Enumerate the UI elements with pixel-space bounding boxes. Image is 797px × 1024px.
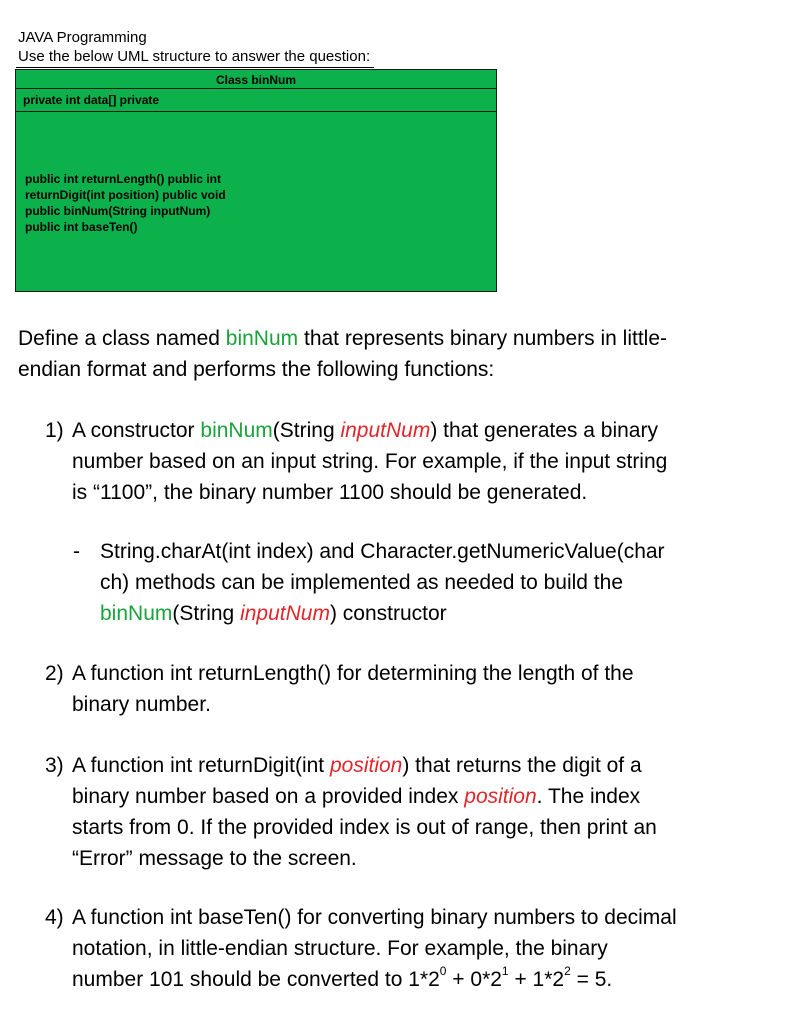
item-text: ) that generates a binary <box>430 419 658 442</box>
list-item-3 <box>45 750 657 874</box>
uml-method-line: public int baseTen() <box>25 220 138 234</box>
item-text: A constructor <box>72 419 201 442</box>
item-text: “Error” message to the screen. <box>72 847 357 870</box>
header-title: JAVA Programming <box>18 29 147 46</box>
bullet-dash: - <box>73 540 80 563</box>
item-text: + 0*2 <box>446 968 502 991</box>
item-text: (String <box>172 602 241 625</box>
item-text: (String <box>272 419 341 442</box>
uml-method-line: public int returnLength() public int <box>25 172 221 186</box>
uml-methods <box>15 112 497 292</box>
intro-text: endian format and performs the following functions: <box>18 358 495 381</box>
item-text: . The index <box>536 785 641 808</box>
item-text: binary number based on a provided index <box>72 785 465 808</box>
exponent: 0 <box>439 964 447 978</box>
class-name-highlight: binNum <box>200 419 273 442</box>
item-text: ) that returns the digit of a <box>402 754 642 777</box>
list-number: 2) <box>45 662 64 685</box>
class-name-highlight: binNum <box>225 327 299 350</box>
param-highlight: position <box>329 754 403 777</box>
exponent: 2 <box>564 964 571 978</box>
item-text: = 5. <box>570 968 613 991</box>
class-name-highlight: binNum <box>100 602 173 625</box>
exponent: 1 <box>501 964 509 978</box>
param-highlight: inputNum <box>340 419 431 442</box>
item-text: String.charAt(int index) and Character.getNumericValue(char <box>100 540 665 563</box>
uml-attributes: private int data[] private <box>15 89 497 112</box>
item-text: A function int returnLength() for determining the length of the <box>72 662 634 685</box>
item-text: ) constructor <box>329 602 447 625</box>
item-text: binary number. <box>72 693 211 716</box>
list-item-2 <box>45 658 634 720</box>
item-text: ch) methods can be implemented as needed to build the <box>100 571 624 594</box>
intro-paragraph <box>18 323 778 385</box>
item-text: + 1*2 <box>508 968 565 991</box>
item-text: is “1100”, the binary number 1100 should be generated. <box>72 481 588 504</box>
item-text: notation, in little-endian structure. For example, the binary <box>72 937 608 960</box>
sub-bullet <box>73 536 665 629</box>
uml-method-line: public binNum(String inputNum) <box>25 204 211 218</box>
item-text: starts from 0. If the provided index is out of range, then print an <box>72 816 657 839</box>
item-text: number 101 should be converted to 1*2 <box>72 968 440 991</box>
list-number: 3) <box>45 754 64 777</box>
intro-text: Define a class named <box>18 327 226 350</box>
uml-method-line: returnDigit(int position) public void <box>25 188 226 202</box>
uml-class-title: Class binNum <box>15 69 497 89</box>
param-highlight: position <box>464 785 537 808</box>
item-text: A function int baseTen() for converting binary numbers to decimal <box>72 906 677 929</box>
item-text: number based on an input string. For example, if the input string <box>72 450 668 473</box>
list-item-4 <box>45 902 677 995</box>
list-number: 4) <box>45 906 64 929</box>
list-item-1 <box>45 415 668 508</box>
param-highlight: inputNum <box>240 602 330 625</box>
intro-text: that represents binary numbers in little- <box>298 327 667 350</box>
list-number: 1) <box>45 419 64 442</box>
uml-class-diagram <box>15 69 497 292</box>
item-text: A function int returnDigit(int <box>72 754 330 777</box>
header-instruction: Use the below UML structure to answer the question: <box>18 48 371 65</box>
